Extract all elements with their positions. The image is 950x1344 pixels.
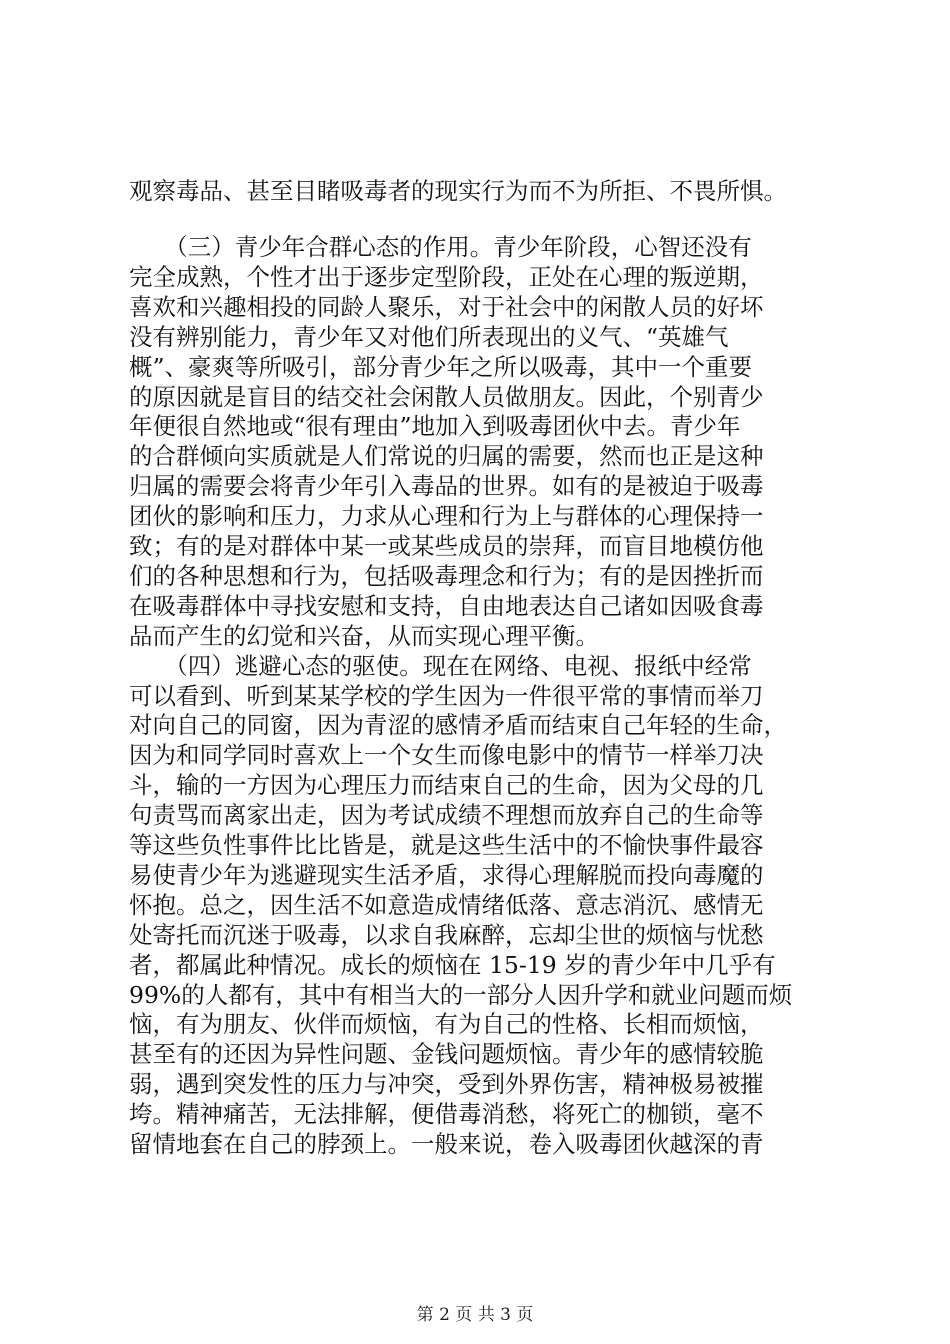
text-line: （三）青少年合群心态的作用。青少年阶段，心智还没有 <box>129 233 752 261</box>
text-line: 甚至有的还因为异性问题、金钱问题烦恼。青少年的感情较脆 <box>129 1040 764 1069</box>
text-line: 概”、豪爽等所吸引，部分青少年之所以吸毒，其中一个重要 <box>129 352 753 381</box>
text-line: 斗，输的一方因为心理压力而结束自己的生命，因为父母的几 <box>129 771 764 800</box>
text-line: 对向自己的同窗，因为青涩的感情矛盾而结束自己年轻的生命， <box>129 711 787 740</box>
text-line: 的原因就是盲目的结交社会闲散人员做朋友。因此，个别青少 <box>129 382 764 411</box>
text-line: 恼，有为朋友、伙伴而烦恼，有为自己的性格、长相而烦恼， <box>129 1010 764 1039</box>
text-line: 易使青少年为逃避现实生活矛盾，求得心理解脱而投向毒魔的 <box>129 860 764 889</box>
text-line: （四）逃避心态的驱使。现在在网络、电视、报纸中经常 <box>129 651 752 680</box>
text-line: 团伙的影响和压力，力求从心理和行为上与群体的心理保持一 <box>129 502 764 531</box>
text-line: 因为和同学同时喜欢上一个女生而像电影中的情节一样举刀决 <box>129 741 764 770</box>
text-line: 观察毒品、甚至目睹吸毒者的现实行为而不为所拒、不畏所惧。 <box>129 177 787 205</box>
text-line: 在吸毒群体中寻找安慰和支持，自由地表达自己诸如因吸食毒 <box>129 591 764 620</box>
text-line: 致；有的是对群体中某一或某些成员的崇拜，而盲目地模仿他 <box>129 532 764 560</box>
text-line: 没有辨别能力，青少年又对他们所表现出的义气、“英雄气 <box>129 322 729 351</box>
text-line: 句责骂而离家出走，因为考试成绩不理想而放弃自己的生命等 <box>129 801 764 830</box>
text-line: 等这些负性事件比比皆是，就是这些生活中的不愉快事件最容 <box>129 831 764 859</box>
text-line: 的合群倾向实质就是人们常说的归属的需要，然而也正是这种 <box>129 442 764 471</box>
page-footer: 第 2 页 共 3 页 <box>416 1305 534 1325</box>
text-line: 怀抱。总之，因生活不如意造成情绪低落、意志消沉、感情无 <box>129 890 764 919</box>
text-line: 留情地套在自己的脖颈上。一般来说，卷入吸毒团伙越深的青 <box>129 1130 764 1158</box>
text-line: 年便很自然地或“很有理由”地加入到吸毒团伙中去。青少年 <box>129 412 741 441</box>
text-line: 喜欢和兴趣相投的同龄人聚乐，对于社会中的闲散人员的好坏 <box>129 292 764 321</box>
text-line: 品而产生的幻觉和兴奋，从而实现心理平衡。 <box>129 621 599 650</box>
text-line: 归属的需要会将青少年引入毒品的世界。如有的是被迫于吸毒 <box>129 472 764 501</box>
text-line: 处寄托而沉迷于吸毒，以求自我麻醉，忘却尘世的烦恼与忧愁 <box>129 920 764 949</box>
text-line: 垮。精神痛苦，无法排解，便借毒消愁，将死亡的枷锁，毫不 <box>129 1100 764 1129</box>
text-line: 者，都属此种情况。成长的烦恼在 15-19 岁的青少年中几乎有 <box>129 950 776 979</box>
text-line: 99%的人都有，其中有相当大的一部分人因升学和就业问题而烦 <box>129 980 793 1009</box>
text-line: 们的各种思想和行为，包括吸毒理念和行为；有的是因挫折而 <box>129 561 764 590</box>
text-line: 完全成熟，个性才出于逐步定型阶段，正处在心理的叛逆期， <box>129 262 764 291</box>
text-line: 弱，遇到突发性的压力与冲突，受到外界伤害，精神极易被摧 <box>129 1070 764 1099</box>
text-line: 可以看到、听到某某学校的学生因为一件很平常的事情而举刀 <box>129 681 764 710</box>
